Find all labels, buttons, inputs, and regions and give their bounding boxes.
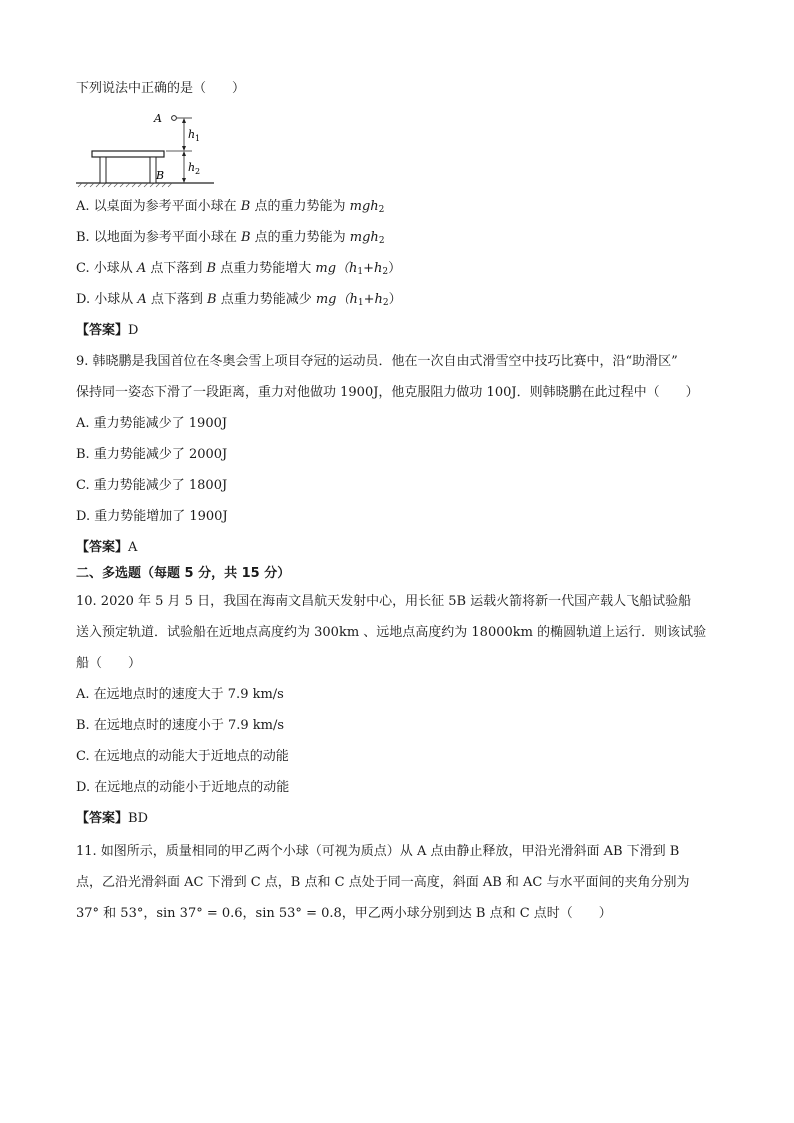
q8-option-c: C. 小球从 A 点下落到 B 点重力势能增大 $mg(h_1+h_2)$ <box>76 261 402 277</box>
label-h1: h <box>188 128 196 141</box>
svg-text:1: 1 <box>195 134 201 143</box>
q10-option-c: C. 在远地点的动能大于近地点的动能 <box>76 749 289 764</box>
q9-option-a: A. 重力势能减少了 1900J <box>76 416 228 431</box>
q10-answer: 【答案】BD <box>76 811 148 826</box>
q8-option-a: A. 以桌面为参考平面小球在 B 点的重力势能为 mgh$_2$ <box>76 199 385 215</box>
label-a: A <box>154 112 162 125</box>
q9-option-b: B. 重力势能减少了 2000J <box>76 447 228 462</box>
q9-answer: 【答案】A <box>76 540 138 555</box>
q10-stem-line3: 船（ ） <box>76 656 142 671</box>
ball-a <box>172 116 177 121</box>
q9-stem-line2: 保持同一姿态下滑了一段距离，重力对他做功 1900J，他克服阻力做功 100J．则韩晓鹏在此过程中（ ） <box>76 385 699 400</box>
q8-figure <box>74 108 224 188</box>
q10-stem-line1: 10. 2020 年 5 月 5 日，我国在海南文昌航天发射中心，用长征 5B 运载火箭将新一代国产载人飞船试验船 <box>76 594 692 609</box>
table-top <box>92 151 164 157</box>
svg-text:2: 2 <box>195 167 201 176</box>
q8-option-b: B. 以地面为参考平面小球在 B 点的重力势能为 mgh$_2$ <box>76 230 385 246</box>
label-b: B <box>156 169 165 182</box>
q8-stem: 下列说法中正确的是（ ） <box>76 81 246 96</box>
q10-option-a: A. 在远地点时的速度大于 7.9 km/s <box>76 687 284 702</box>
q9-stem-line1: 9. 韩晓鹏是我国首位在冬奥会雪上项目夺冠的运动员．他在一次自由式滑雪空中技巧比赛中，沿“助滑区” <box>76 354 678 369</box>
q11-stem-line2: 点，乙沿光滑斜面 AC 下滑到 C 点，B 点和 C 点处于同一高度，斜面 AB 和 AC 与水平面间的夹角分别为 <box>76 875 690 890</box>
q9-option-c: C. 重力势能减少了 1800J <box>76 478 228 493</box>
q8-answer: 【答案】D <box>76 323 139 338</box>
label-h2: h <box>188 161 196 174</box>
q11-stem-line1: 11. 如图所示，质量相同的甲乙两个小球（可视为质点）从 A 点由静止释放，甲沿光滑斜面 AB 下滑到 B <box>76 844 680 859</box>
table-leg-left <box>100 157 106 183</box>
q8-option-d: D. 小球从 A 点下落到 B 点重力势能减少 $mg(h_1+h_2)$ <box>76 292 402 308</box>
q10-stem-line2: 送入预定轨道．试验船在近地点高度约为 300km 、远地点高度约为 18000km 的椭圆轨道上运行．则该试验 <box>76 625 707 640</box>
q10-option-d: D. 在远地点的动能小于近地点的动能 <box>76 780 290 795</box>
q9-option-d: D. 重力势能增加了 1900J <box>76 509 228 524</box>
section-heading-multiple-choice: 二、多选题（每题 5 分，共 15 分） <box>76 566 291 581</box>
q10-option-b: B. 在远地点时的速度小于 7.9 km/s <box>76 718 285 733</box>
q11-stem-line3: 37° 和 53°，sin 37° = 0.6，sin 53° = 0.8，甲乙两小球分别到达 B 点和 C 点时（ ） <box>76 906 612 921</box>
